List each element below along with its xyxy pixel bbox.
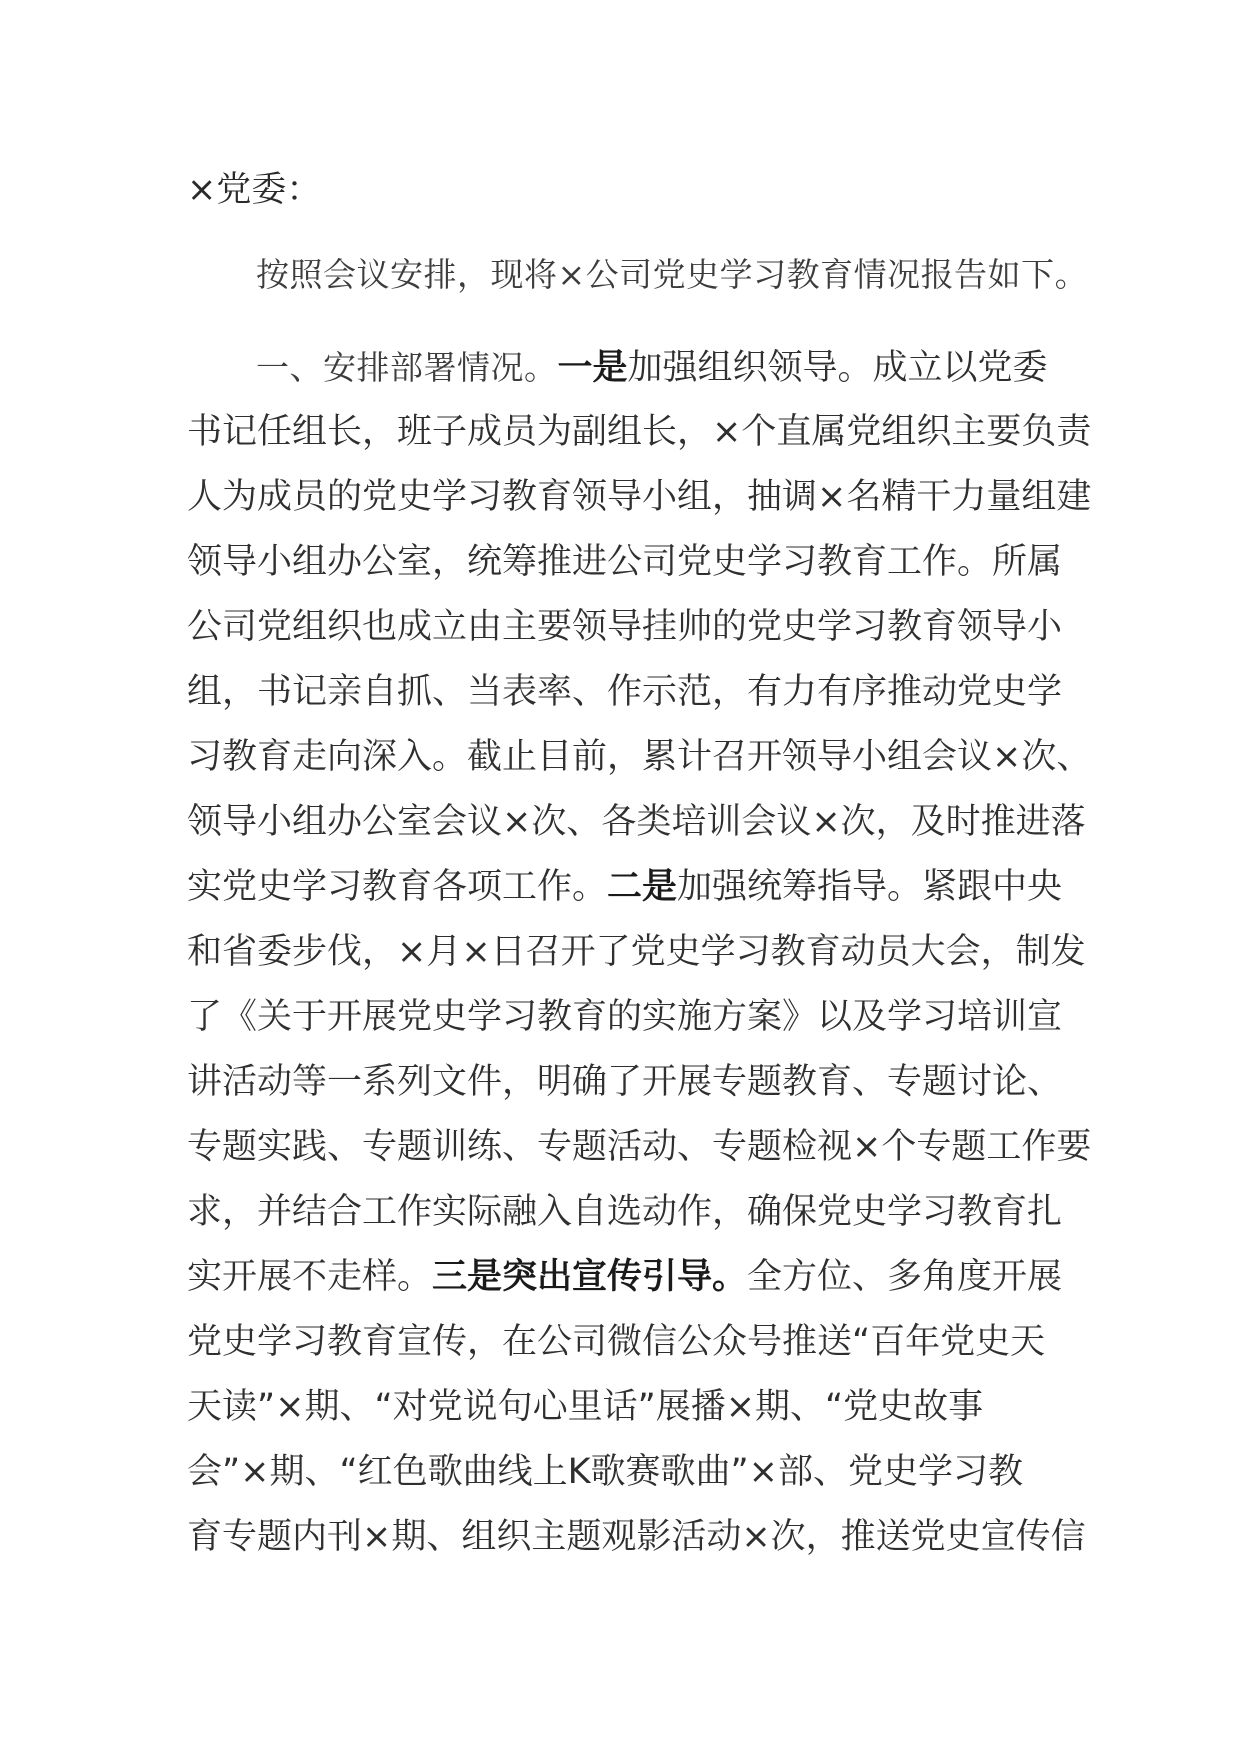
text-line xyxy=(187,465,1092,530)
text-line xyxy=(187,1245,1067,1310)
intro-paragraph: 按照会议安排，现将×公司党史学习教育情况报告如下。 xyxy=(256,255,1089,294)
line-text: 专题实践、专题训练、专题活动、专题检视×个专题工作要 xyxy=(187,1127,1092,1167)
line-text: 天读”×期、“对党说句心里话”展播×期、“党史故事 xyxy=(187,1387,984,1427)
line-text: 公司党组织也成立由主要领导挂帅的党史学习教育领导小 xyxy=(187,607,1063,647)
line-text: 会”×期、“红色歌曲线上K歌赛歌曲”×部、党史学习教 xyxy=(187,1452,1024,1492)
text-line xyxy=(187,1440,1067,1505)
text-line xyxy=(187,920,1086,985)
line-text: 实党史学习教育各项工作。 xyxy=(187,867,608,907)
text-line xyxy=(187,530,1067,595)
bold-phrase: 一是 xyxy=(557,348,628,388)
line-text: 加强组织领导。成立以党委 xyxy=(627,348,1048,388)
text-line xyxy=(187,595,1067,660)
line-text: 组，书记亲自抓、当表率、作示范，有力有序推动党史学 xyxy=(187,672,1063,712)
text-line xyxy=(187,400,1092,465)
text-line xyxy=(187,855,1067,920)
text-line xyxy=(187,1505,1086,1570)
line-text: 加强统筹指导。紧跟中央 xyxy=(677,867,1063,907)
text-line xyxy=(187,1115,1092,1180)
text-line xyxy=(187,1050,1067,1115)
line-text: 讲活动等一系列文件，明确了开展专题教育、专题讨论、 xyxy=(187,1062,1063,1102)
line-text: 全方位、多角度开展 xyxy=(747,1257,1063,1297)
text-line xyxy=(187,725,1092,790)
text-line xyxy=(187,790,1086,855)
line-text: 育专题内刊×期、组织主题观影活动×次，推送党史宣传信 xyxy=(187,1517,1086,1557)
text-line xyxy=(187,1375,1067,1440)
line-text: 和省委步伐，×月×日召开了党史学习教育动员大会，制发 xyxy=(187,932,1086,972)
salutation: ×党委： xyxy=(187,170,322,210)
line-text: 领导小组办公室会议×次、各类培训会议×次，及时推进落 xyxy=(187,802,1086,842)
text-line xyxy=(187,985,1067,1050)
text-line xyxy=(187,335,1067,400)
line-text: 实开展不走样。 xyxy=(187,1257,433,1297)
line-text: 书记任组长，班子成员为副组长，×个直属党组织主要负责 xyxy=(187,412,1092,452)
line-text: 了《关于开展党史学习教育的实施方案》以及学习培训宣 xyxy=(187,997,1063,1037)
line-text: 人为成员的党史学习教育领导小组，抽调×名精干力量组建 xyxy=(187,477,1092,517)
bold-phrase: 三是突出宣传引导。 xyxy=(432,1257,748,1297)
line-text: 求，并结合工作实际融入自选动作，确保党史学习教育扎 xyxy=(187,1192,1063,1232)
body-paragraph xyxy=(187,335,1092,1570)
line-text: 习教育走向深入。截止目前，累计召开领导小组会议×次、 xyxy=(187,737,1092,777)
text-line xyxy=(187,660,1067,725)
text-line xyxy=(187,1310,1067,1375)
section-heading: 一、安排部署情况。 xyxy=(256,348,558,387)
bold-phrase: 二是 xyxy=(607,867,678,907)
line-text: 领导小组办公室，统筹推进公司党史学习教育工作。所属 xyxy=(187,542,1063,582)
text-line xyxy=(187,1180,1067,1245)
line-text: 党史学习教育宣传，在公司微信公众号推送“百年党史天 xyxy=(187,1322,1046,1362)
